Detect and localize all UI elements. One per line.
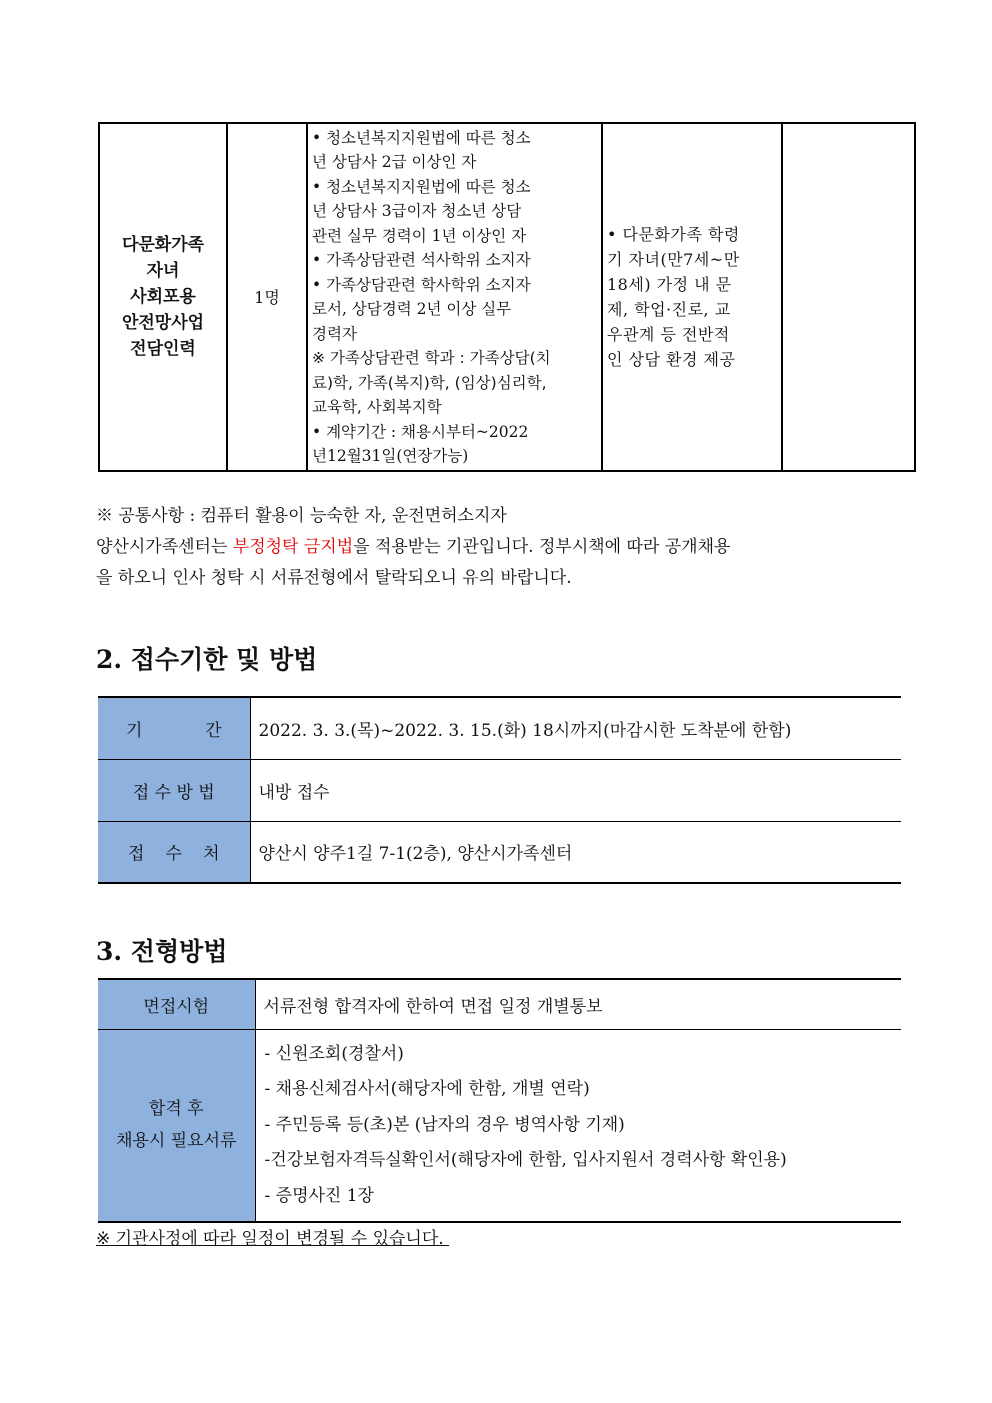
section-3-title: 3. 전형방법 xyxy=(96,937,228,966)
qualification-line: 관련 실무 경력이 1년 이상인 자 xyxy=(312,226,527,245)
position-qualifications xyxy=(307,123,602,471)
anti-graft-post: 을 적용받는 기관입니다. 정부시책에 따라 공개채용 xyxy=(353,537,731,557)
common-note: ※ 공통사항 : 컴퓨터 활용이 능숙한 자, 운전면허소지자 xyxy=(96,506,507,526)
duty-line: • 다문화가족 학령 xyxy=(607,225,740,244)
position-table xyxy=(98,122,916,472)
document-item: - 채용신체검사서(해당자에 한함, 개별 연락) xyxy=(264,1079,590,1099)
documents-list xyxy=(255,1029,901,1222)
qualification-line: • 가족상담관련 석사학위 소지자 xyxy=(312,251,531,269)
qualification-line: • 계약기간 : 채용시부터~2022 xyxy=(312,422,529,441)
qualification-line: 경력자 xyxy=(312,324,357,343)
documents-label xyxy=(98,1029,255,1222)
qualification-line: 로서, 상담경력 2년 이상 실무 xyxy=(312,300,512,318)
document-item: - 증명사진 1장 xyxy=(264,1185,374,1206)
method-label: 접 수 방 법 xyxy=(98,759,250,821)
qualification-line: • 청소년복지지원법에 따른 청소 xyxy=(312,177,531,196)
position-title-line: 다문화가족 xyxy=(121,235,205,255)
application-table xyxy=(98,696,901,884)
place-value: 양산시 양주1길 7-1(2층), 양산시가족센터 xyxy=(250,821,901,883)
qualification-line: • 청소년복지지원법에 따른 청소 xyxy=(312,128,531,147)
qualification-line: 교육학, 사회복지학 xyxy=(312,398,442,416)
document-item: - 신원조회(경찰서) xyxy=(264,1043,404,1064)
duty-line: 우관계 등 전반적 xyxy=(607,325,730,344)
position-count: 1명 xyxy=(227,123,307,471)
duty-line: 인 상담 환경 제공 xyxy=(607,350,736,369)
selection-table xyxy=(98,978,901,1223)
period-label xyxy=(98,697,250,759)
qualification-line: • 가족상담관련 학사학위 소지자 xyxy=(312,275,531,294)
duty-line: 제, 학업·진로, 교 xyxy=(607,300,731,319)
anti-graft-law: 부정청탁 금지법 xyxy=(232,537,354,557)
interview-label: 면접시험 xyxy=(98,979,255,1029)
position-duties xyxy=(602,123,782,471)
notes-block xyxy=(96,501,916,594)
anti-graft-line1 xyxy=(96,532,916,563)
anti-graft-line2: 을 하오니 인사 청탁 시 서류전형에서 탈락되오니 유의 바랍니다. xyxy=(96,568,572,588)
document-item: -건강보험자격득실확인서(해당자에 한함, 입사지원서 경력사항 확인용) xyxy=(264,1150,787,1170)
qualification-line: 년 상담사 3급이자 청소년 상담 xyxy=(312,202,522,220)
anti-graft-pre: 양산시가족센터는 xyxy=(96,537,233,557)
duty-line: 기 자녀(만7세~만 xyxy=(607,250,740,269)
period-label-char: 간 xyxy=(205,720,222,741)
position-title-line: 사회포용 xyxy=(130,287,196,307)
duty-line: 18세) 가정 내 문 xyxy=(607,275,732,294)
qualification-line: 년 상담사 2급 이상인 자 xyxy=(312,153,477,171)
qualification-line: 료)학, 가족(복지)학, (임상)심리학, xyxy=(312,373,547,392)
interview-value: 서류전형 합격자에 한하여 면접 일정 개별통보 xyxy=(255,979,901,1029)
qualification-line: ※ 가족상담관련 학과 : 가족상담(치 xyxy=(312,349,551,367)
position-remark xyxy=(782,123,915,471)
place-label xyxy=(98,821,250,883)
position-title xyxy=(99,123,227,471)
place-label-char: 처 xyxy=(203,844,220,865)
section-2-title: 2. 접수기한 및 방법 xyxy=(96,645,318,674)
method-value: 내방 접수 xyxy=(250,759,901,821)
place-label-char: 수 xyxy=(165,844,182,865)
place-label-char: 접 xyxy=(128,844,145,865)
documents-label-line: 채용시 필요서류 xyxy=(116,1131,237,1152)
document-item: - 주민등록 등(초)본 (남자의 경우 병역사항 기재) xyxy=(264,1114,625,1135)
period-value: 2022. 3. 3.(목)~2022. 3. 15.(화) 18시까지(마감시한 도착분에 한함) xyxy=(250,697,901,759)
position-title-line: 자녀 xyxy=(146,261,180,281)
documents-label-line: 합격 후 xyxy=(148,1099,204,1120)
position-title-line: 전담인력 xyxy=(130,339,196,359)
position-title-line: 안전망사업 xyxy=(121,313,205,333)
footer-note: ※ 기관사정에 따라 일정이 변경될 수 있습니다. xyxy=(96,1229,450,1249)
period-label-char: 기 xyxy=(126,720,143,741)
qualification-line: 년12월31일(연장가능) xyxy=(312,447,469,465)
